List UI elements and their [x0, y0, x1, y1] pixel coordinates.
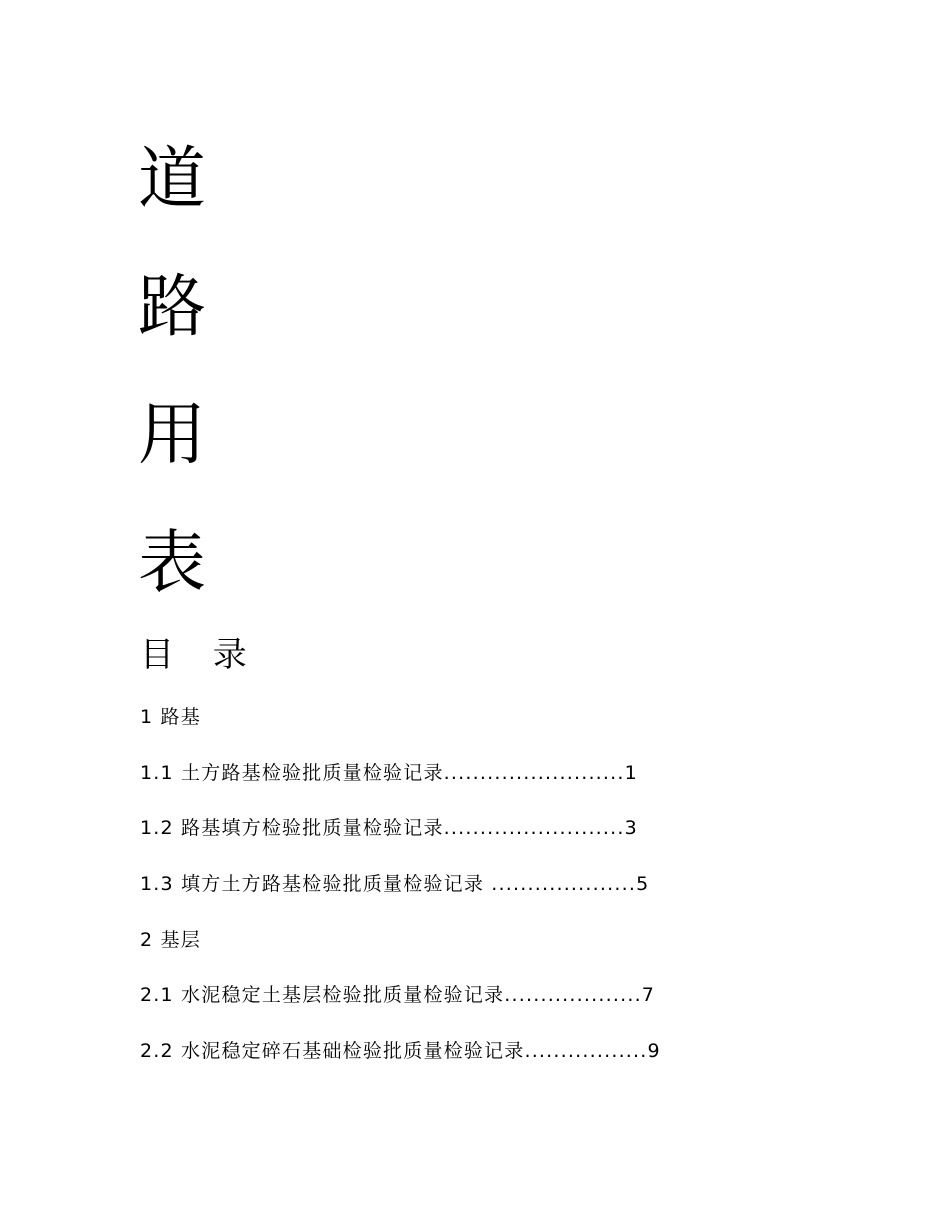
toc-entry-1-1[interactable]: 1.1 土方路基检验批质量检验记录.........................1: [140, 762, 638, 784]
toc-entry-2-2[interactable]: 2.2 水泥稳定碎石基础检验批质量检验记录.................9: [140, 1040, 661, 1062]
title-char-4: 表: [138, 524, 207, 603]
toc-entry-1-3[interactable]: 1.3 填方土方路基检验批质量检验记录 ....................5: [140, 873, 650, 895]
toc-entry-1-2[interactable]: 1.2 路基填方检验批质量检验记录.........................3: [140, 817, 638, 839]
title-char-3: 用: [138, 396, 207, 475]
toc-entry-2-1[interactable]: 2.1 水泥稳定土基层检验批质量检验记录...................7: [140, 984, 656, 1006]
title-char-2: 路: [138, 268, 207, 347]
toc-section-1: 1 路基: [140, 706, 201, 728]
title-char-1: 道: [138, 140, 207, 219]
toc-section-2: 2 基层: [140, 929, 201, 951]
toc-heading: 目 录: [140, 635, 261, 675]
